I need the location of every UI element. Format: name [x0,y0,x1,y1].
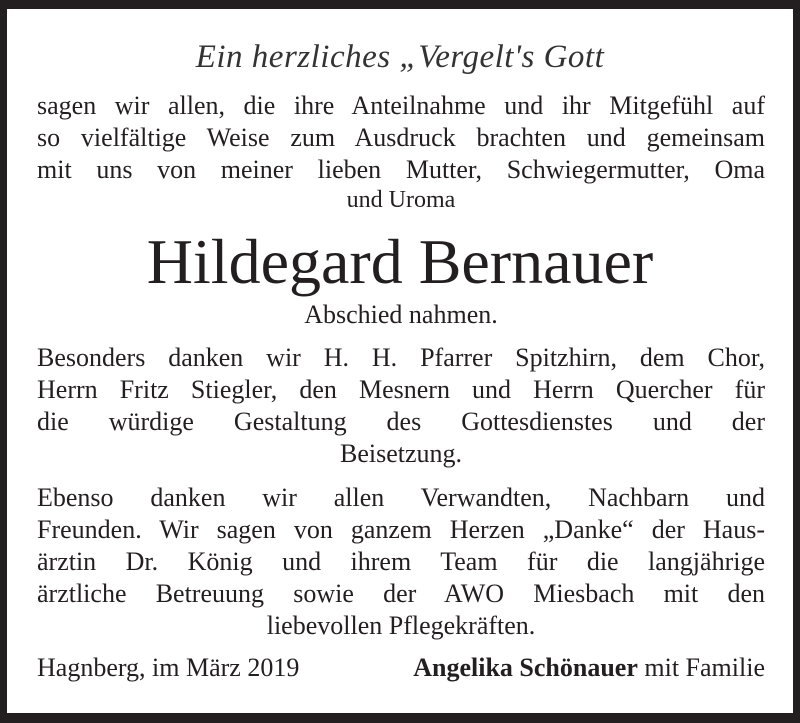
heading-script: Ein herzliches „Vergelt's Gott [195,39,605,75]
signer-name: Angelika Schönauer [413,653,638,682]
text-line: Freunden. Wir sagen von ganzem Herzen „Danke“ der Haus- [37,515,765,544]
text-line: mit uns von meiner lieben Mutter, Schwiegermutter, Oma [37,155,765,184]
text-line: Beisetzung. [339,439,463,468]
place-date: Hagnberg, im März 2019 [37,653,300,682]
intro-text [37,90,765,214]
paragraph-thanks-church [37,342,765,470]
signature-line [37,652,765,684]
text-line: Abschied nahmen. [304,300,498,329]
text-line: sagen wir allen, die ihre Anteilnahme und ihr Mitgefühl auf [37,91,765,120]
text-line: und Uroma [346,187,456,213]
text-line: ärztliche Betreuung sowie der AWO Miesbach mit den [37,579,765,608]
text-line: liebevollen Pflegekräften. [266,611,536,640]
signer-suffix: mit Familie [644,653,765,682]
text-line: die würdige Gestaltung des Gottesdienstes und der [37,407,765,436]
text-line: Ebenso danken wir allen Verwandten, Nachbarn und [37,483,765,512]
obituary-notice [7,9,793,713]
after-name [37,299,765,331]
signer-block [413,652,765,684]
text-line: Herrn Fritz Stiegler, den Mesnern und Herrn Quercher für [37,375,765,404]
paragraph-thanks-family [37,482,765,642]
text-line: Besonders danken wir H. H. Pfarrer Spitzhirn, dem Chor, [37,343,765,372]
text-line: so vielfältige Weise zum Ausdruck brachten und gemeinsam [37,123,765,152]
deceased-name: Hildegard Bernauer [146,226,654,297]
text-line: ärztin Dr. König und ihrem Team für die langjährige [37,547,765,576]
